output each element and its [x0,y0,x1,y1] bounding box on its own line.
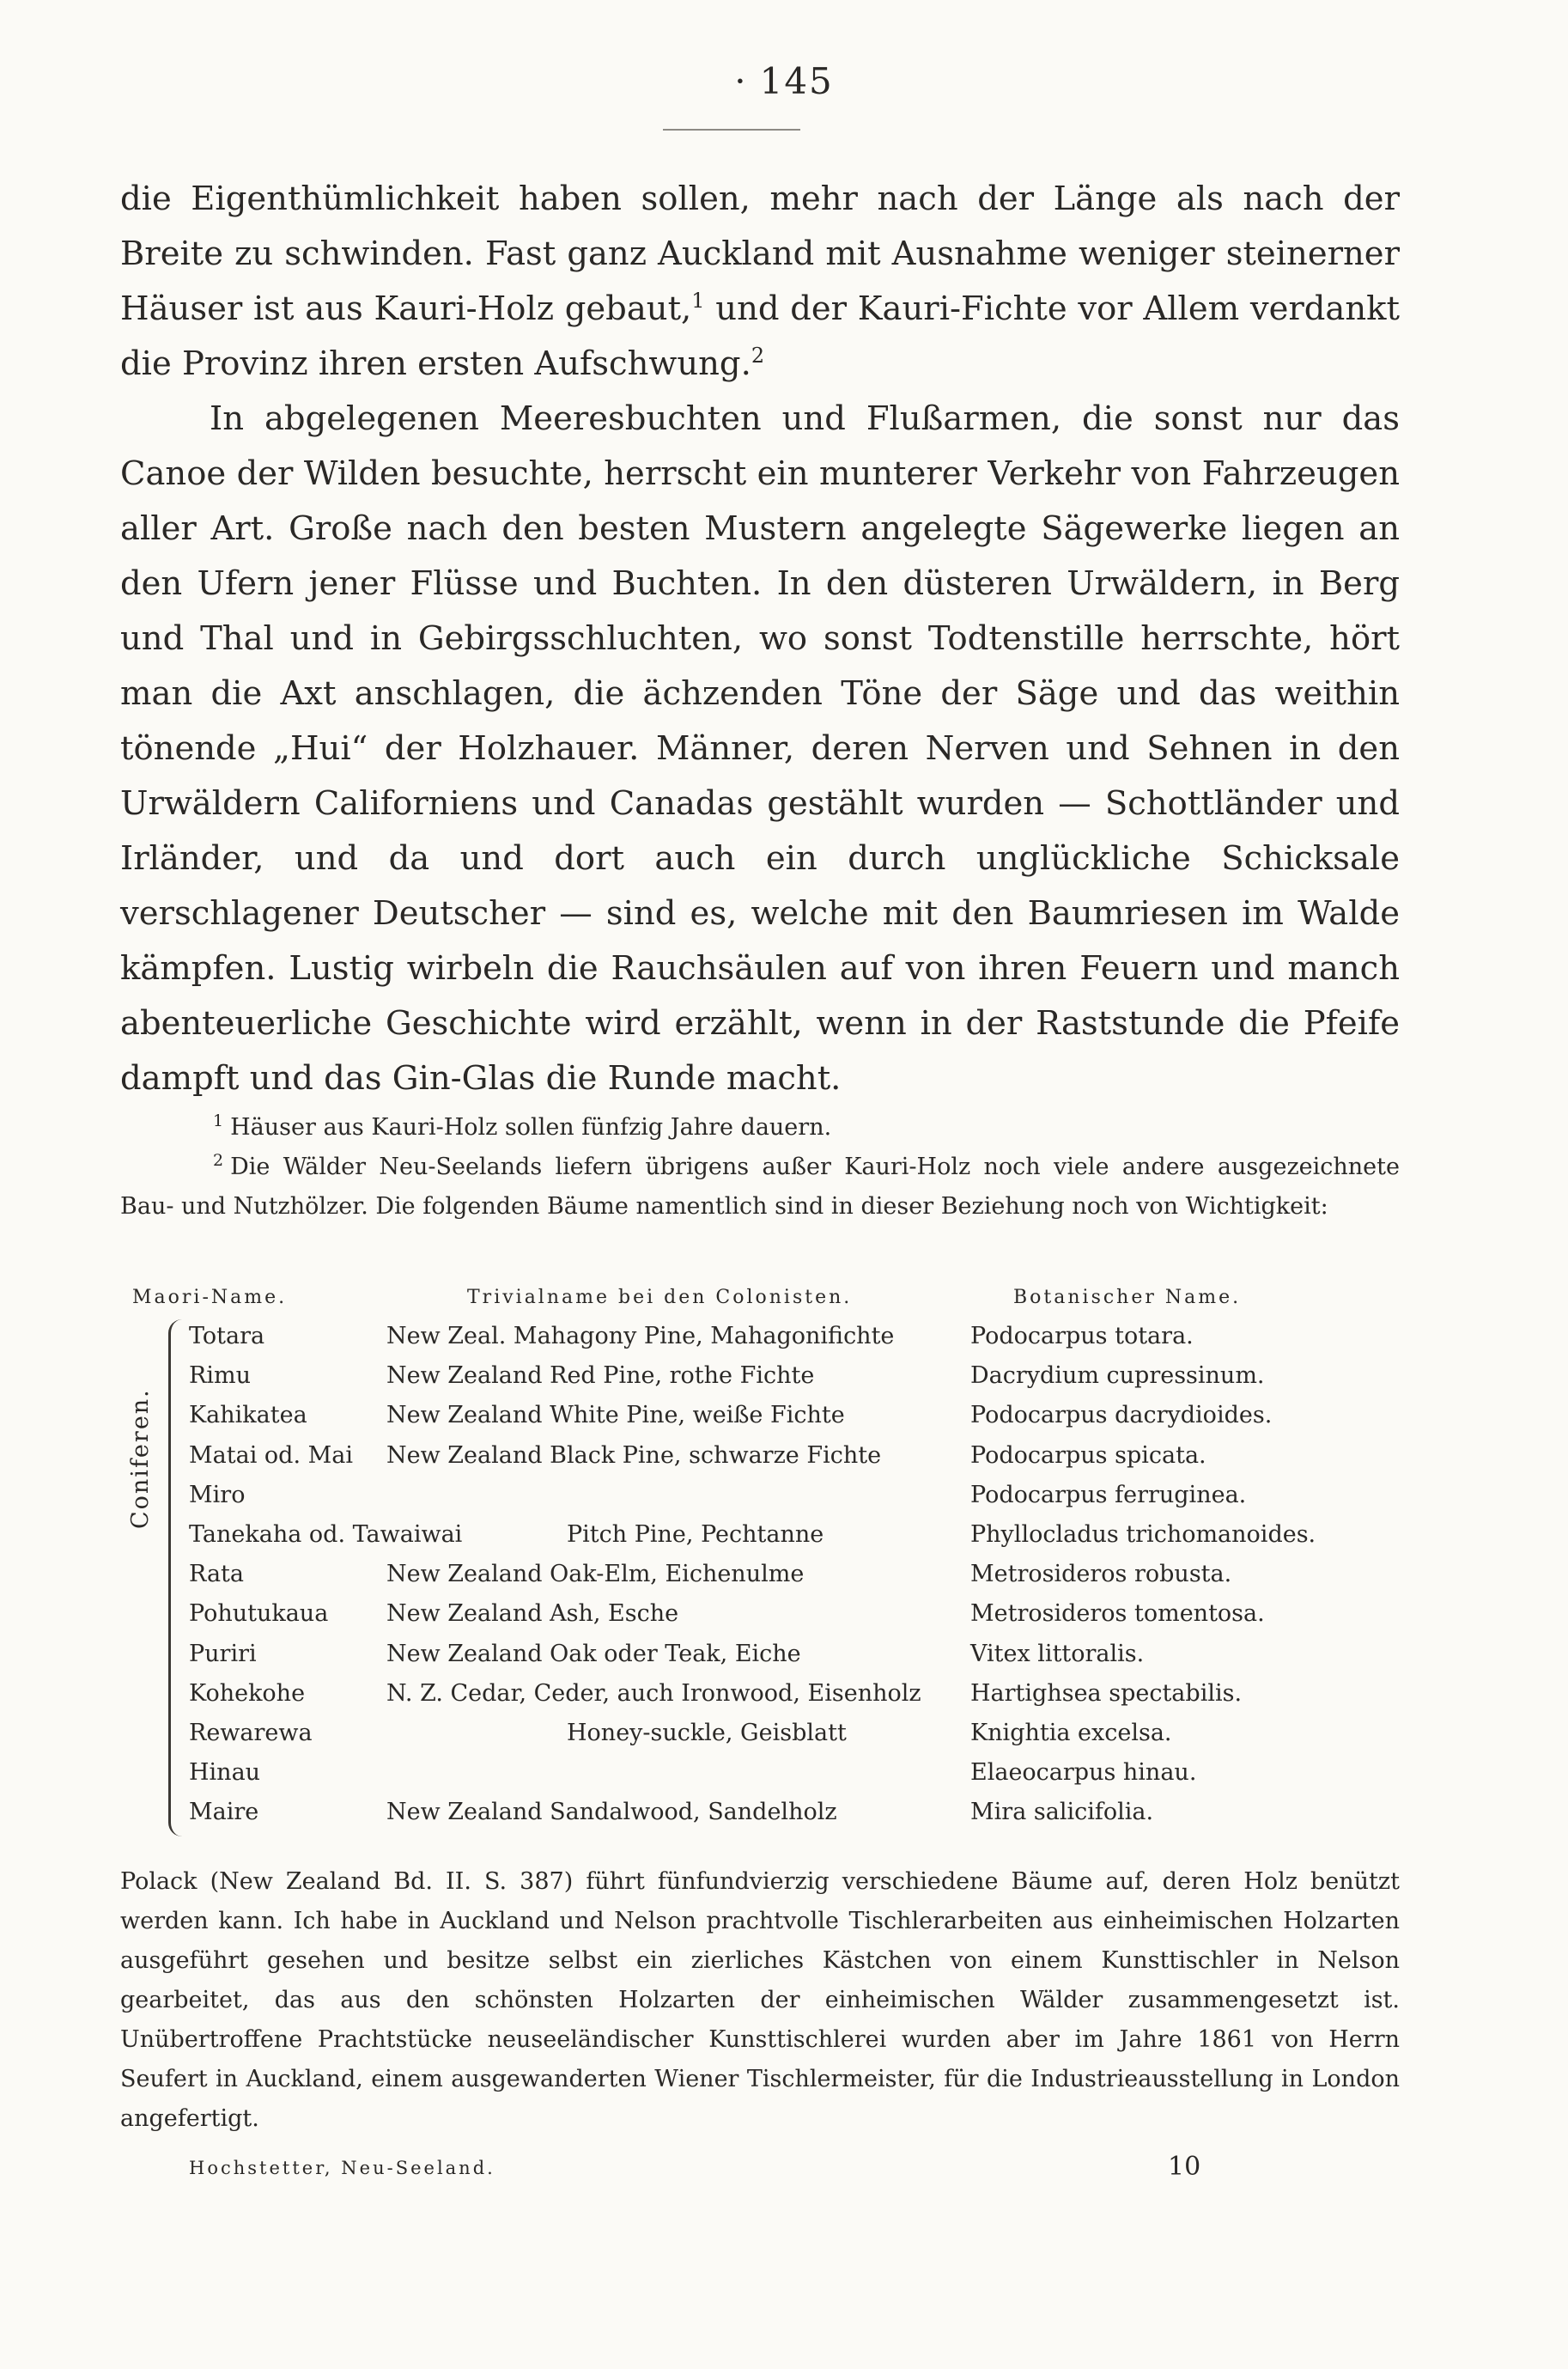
tree-row [120,1754,1400,1793]
tree-maori-name: Tanekaha od. Tawaiwai [189,1520,463,1548]
tree-row [120,1635,1400,1675]
conifer-label: Coniferen. [127,1388,154,1529]
tree-row [120,1397,1400,1436]
tree-rows [120,1318,1400,1833]
tree-trivial-name: New Zealand Ash, Esche [386,1600,679,1628]
header-trivial-name: Trivialname bei den Colonisten. [467,1287,853,1308]
tree-maori-name: Puriri [189,1640,257,1667]
footnote-1-text: Häuser aus Kauri-Holz sollen fünfzig Jahre dauern. [230,1114,832,1141]
tree-trivial-name: New Zealand Oak-Elm, Eichenulme [386,1561,805,1588]
footnote-1-mark: 1 [213,1111,224,1130]
tree-botanical-name: Knightia excelsa. [970,1719,1172,1746]
page-number-value: 145 [759,60,834,102]
tree-botanical-name: Podocarpus spicata. [970,1441,1206,1469]
tree-row [120,1556,1400,1595]
tree-row [120,1595,1400,1635]
tree-maori-name: Pohutukaua [189,1600,329,1628]
tree-maori-name: Rata [189,1561,244,1588]
footnote-2 [120,1148,1400,1227]
tree-maori-name: Kahikatea [189,1402,307,1429]
footnote-ref-2: 2 [751,344,765,368]
footnote-2-text: Die Wälder Neu-Seelands liefern übrigens außer Kauri-Holz noch viele andere ausgezeichnete Bau- und Nutzhölzer. Die folgenden Bäume namentlich sind in dieser Beziehung noch von Wichtigkeit: [120,1154,1400,1220]
tree-botanical-name: Elaeocarpus hinau. [970,1759,1197,1787]
page-number [0,60,1568,102]
tree-table [120,1278,1400,1833]
paragraph-1 [120,172,1400,392]
paragraph-1-text-2: und der Kauri-Fichte vor Allem verdankt die Provinz ihren ersten Aufschwung. [120,289,1400,383]
sheet-number: 10 [1168,2152,1201,2182]
tree-maori-name: Matai od. Mai [189,1441,353,1469]
tree-row [120,1437,1400,1477]
tree-maori-name: Maire [189,1799,259,1826]
running-footer: Hochstetter, Neu-Seeland. [189,2158,495,2178]
tree-row [120,1714,1400,1754]
tree-row [120,1318,1400,1357]
tree-maori-name: Miro [189,1481,246,1508]
header-maori-name: Maori-Name. [132,1287,288,1308]
tree-botanical-name: Mira salicifolia. [970,1799,1154,1826]
page-number-dot: · [734,60,748,102]
tree-trivial-name: New Zealand Sandalwood, Sandelholz [386,1799,837,1826]
tree-trivial-name: New Zealand Black Pine, schwarze Fichte [386,1441,882,1469]
tree-botanical-name: Vitex littoralis. [970,1640,1145,1667]
tree-trivial-name: New Zeal. Mahagony Pine, Mahagonifichte [386,1323,895,1349]
tree-botanical-name: Metrosideros robusta. [970,1561,1232,1588]
tree-maori-name: Totara [189,1323,265,1349]
footnotes [120,1108,1400,1227]
tree-row [120,1675,1400,1714]
tree-botanical-name: Phyllocladus trichomanoides. [970,1520,1316,1548]
tree-row [120,1357,1400,1397]
header-rule [663,129,800,131]
paragraph-2: In abgelegenen Meeresbuchten und Flußarmen, die sonst nur das Canoe der Wilden besuchte, herrscht ein munterer Verkehr von Fahrzeugen aller Art. Große nach den besten Mustern angelegte Sägewerke liegen an den Ufern jener Flüsse und Buchten. In den düsteren Urwäldern, in Berg und Thal und in Gebirgsschluchten, wo sonst Todtenstille herrschte, hört man die Axt anschlagen, die ächzenden Töne der Säge und das weithin tönende „Hui“ der Holzhauer. Männer, deren Nerven und Sehnen in den Urwäldern Californiens und Canadas gestählt wurden — Schottländer und Irländer, und da und dort auch ein durch unglückliche Schicksale verschlagener Deutscher — sind es, welche mit den Baumriesen im Walde kämpfen. Lustig wirbeln die Rauchsäulen auf von ihren Feuern und manch abenteuerliche Geschichte wird erzählt, wenn in der Raststunde die Pfeife dampft und das Gin-Glas die Runde macht. [120,399,1400,1098]
footnote-ref-1: 1 [691,289,705,314]
tree-table-header [120,1278,1400,1318]
tree-botanical-name: Podocarpus dacrydioides. [970,1402,1273,1429]
tree-botanical-name: Podocarpus totara. [970,1323,1194,1349]
footnote-1 [120,1108,1400,1148]
main-text [120,172,1400,1106]
tree-maori-name: Hinau [189,1759,261,1787]
tree-botanical-name: Podocarpus ferruginea. [970,1481,1247,1508]
tree-botanical-name: Hartighsea spectabilis. [970,1679,1243,1707]
tree-trivial-name: Honey-suckle, Geisblatt [567,1719,847,1746]
tree-botanical-name: Metrosideros tomentosa. [970,1600,1265,1628]
tree-maori-name: Rewarewa [189,1719,313,1746]
header-botanical-name: Botanischer Name. [1013,1287,1242,1308]
tree-trivial-name: New Zealand Oak oder Teak, Eiche [386,1640,801,1667]
tree-maori-name: Rimu [189,1362,251,1390]
tree-maori-name: Kohekohe [189,1679,306,1707]
footnote-2-mark: 2 [213,1151,224,1170]
tree-trivial-name: New Zealand Red Pine, rothe Fichte [386,1362,815,1390]
tree-trivial-name: New Zealand White Pine, weiße Fichte [386,1402,845,1429]
tree-row [120,1477,1400,1516]
tree-trivial-name: N. Z. Cedar, Ceder, auch Ironwood, Eisenholz [386,1679,921,1707]
closing-paragraph: Polack (New Zealand Bd. II. S. 387) führt fünfundvierzig verschiedene Bäume auf, deren Holz benützt werden kann. Ich habe in Auckland und Nelson prachtvolle Tischlerarbeiten aus einheimischen Holzarten ausgeführt gesehen und besitze selbst ein zierliches Kästchen von einem Kunsttischler in Nelson gearbeitet, das aus den schönsten Holzarten der einheimischen Wälder zusammengesetzt ist. Unübertroffene Prachtstücke neuseeländischer Kunsttischlerei wurden aber im Jahre 1861 von Herrn Seufert in Auckland, einem ausgewanderten Wiener Tischlermeister, für die Industrieausstellung in London angefertigt. [120,1868,1400,2132]
tree-row [120,1793,1400,1833]
tree-row [120,1516,1400,1556]
tree-trivial-name: Pitch Pine, Pechtanne [567,1520,824,1548]
closing-text [120,1862,1400,2139]
tree-botanical-name: Dacrydium cupressinum. [970,1362,1265,1390]
paragraph-1-text: die Eigenthümlichkeit haben sollen, mehr nach der Länge als nach der Breite zu schwinden. Fast ganz Auckland mit Ausnahme weniger steinerner Häuser ist aus Kauri-Holz gebaut, [120,180,1400,328]
